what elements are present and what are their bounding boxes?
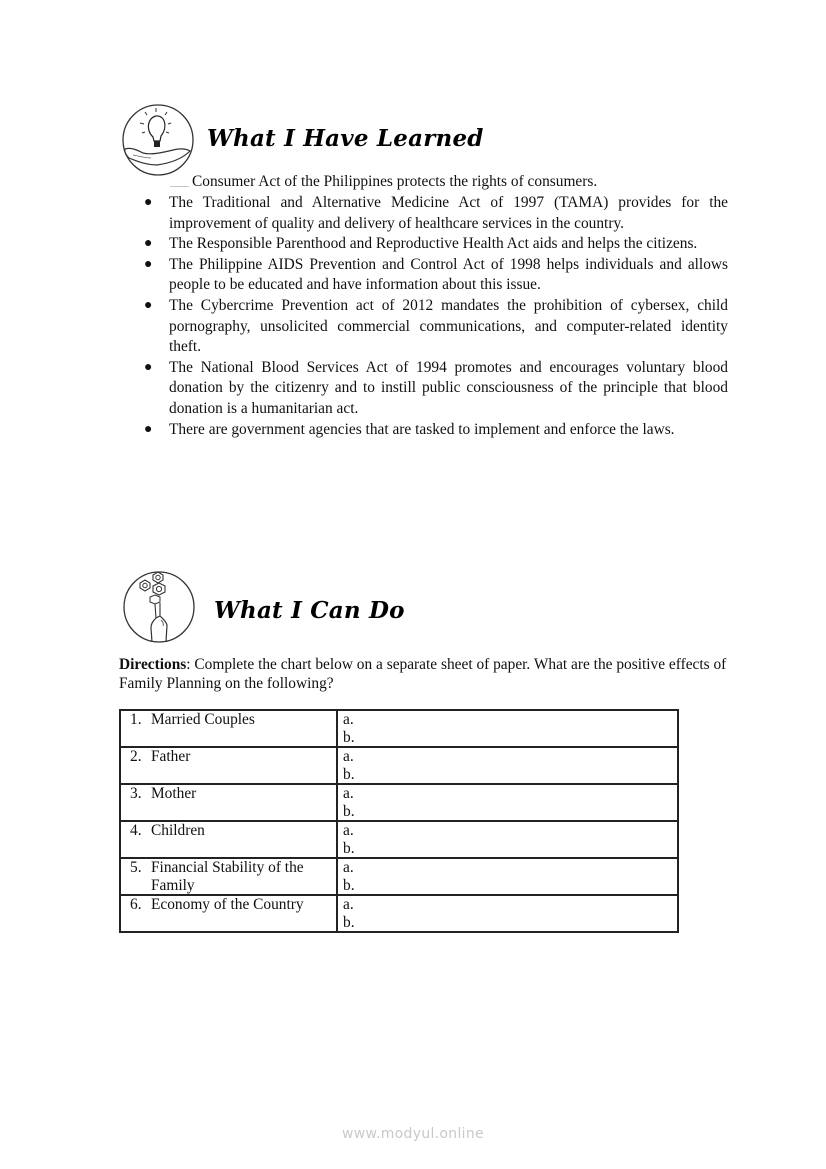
table-row xyxy=(120,895,678,932)
answer-a: a. xyxy=(343,896,354,913)
bullet-text: The Traditional and Alternative Medicine Act of 1997 (TAMA) provides for the improvement of quality and delivery of healthcare services in the country. xyxy=(169,194,728,232)
item-number: 6. xyxy=(130,896,142,913)
topic-cell xyxy=(120,710,337,747)
answer-b: b. xyxy=(343,728,355,746)
truncated-marker: ____ xyxy=(170,176,188,188)
answer-cell[interactable] xyxy=(337,784,678,821)
answer-cell[interactable] xyxy=(337,747,678,784)
answer-a: a. xyxy=(343,748,354,765)
bullet-icon: ● xyxy=(144,195,153,210)
list-item xyxy=(140,420,728,441)
topic-cell xyxy=(120,747,337,784)
topic-cell xyxy=(120,821,337,858)
answer-cell[interactable] xyxy=(337,858,678,895)
section-title-can-do: What I Can Do xyxy=(214,597,405,624)
watermark: www.modyul.online xyxy=(342,1126,484,1142)
answer-b: b. xyxy=(343,913,355,931)
topic-label: Father xyxy=(151,748,191,765)
hand-gears-icon xyxy=(122,570,196,644)
family-planning-chart xyxy=(119,709,679,933)
topic-label: Financial Stability of the Family xyxy=(151,859,304,894)
table-row xyxy=(120,747,678,784)
topic-label: Children xyxy=(151,822,205,839)
table-row xyxy=(120,821,678,858)
learned-bullet-list xyxy=(140,193,728,440)
lightbulb-hand-icon xyxy=(121,103,195,177)
answer-b: b. xyxy=(343,802,355,820)
answer-a: a. xyxy=(343,859,354,876)
bullet-text: The Responsible Parenthood and Reproductive Health Act aids and helps the citizens. xyxy=(169,235,698,253)
bullet-text: There are government agencies that are tasked to implement and enforce the laws. xyxy=(169,420,675,438)
bullet-text: Consumer Act of the Philippines protects the rights of consumers. xyxy=(192,173,598,190)
topic-label: Mother xyxy=(151,785,197,802)
directions-text: : Complete the chart below on a separate sheet of paper. What are the positive effects of Family Planning on the following? xyxy=(119,656,727,692)
topic-cell xyxy=(120,895,337,932)
bullet-text: The National Blood Services Act of 1994 promotes and encourages voluntary blood donation by the citizenry and to instill public consciousness of the principle that blood donation is a humanitarian act. xyxy=(169,358,728,417)
bullet-icon: ● xyxy=(144,297,153,313)
bullet-icon: ● xyxy=(144,421,153,437)
answer-a: a. xyxy=(343,822,354,839)
answer-b: b. xyxy=(343,876,355,894)
answer-cell[interactable] xyxy=(337,821,678,858)
bullet-text: The Cybercrime Prevention act of 2012 mandates the prohibition of cybersex, child pornography, unsolicited commercial communications, and computer-related identity theft. xyxy=(169,296,728,356)
answer-a: a. xyxy=(343,785,354,802)
topic-cell xyxy=(120,784,337,821)
topic-cell xyxy=(120,858,337,895)
list-item xyxy=(140,296,728,358)
item-number: 2. xyxy=(130,748,142,765)
list-item xyxy=(140,193,728,234)
bullet-text: The Philippine AIDS Prevention and Control Act of 1998 helps individuals and allows people to be educated and have information about this issue. xyxy=(169,255,728,294)
table-row xyxy=(120,858,678,895)
bullet-icon: ● xyxy=(144,359,153,375)
answer-b: b. xyxy=(343,765,355,783)
topic-label: Economy of the Country xyxy=(151,896,304,913)
directions-paragraph xyxy=(119,655,729,693)
item-number: 3. xyxy=(130,785,142,802)
section-title-learned: What I Have Learned xyxy=(207,125,484,152)
answer-b: b. xyxy=(343,839,355,857)
answer-a: a. xyxy=(343,711,354,728)
answer-cell[interactable] xyxy=(337,895,678,932)
item-number: 5. xyxy=(130,859,142,876)
bullet-continuation xyxy=(170,172,597,192)
table-row xyxy=(120,710,678,747)
topic-label: Married Couples xyxy=(151,711,255,728)
list-item xyxy=(140,255,728,296)
directions-label: Directions xyxy=(119,656,187,673)
list-item xyxy=(140,358,728,420)
answer-cell[interactable] xyxy=(337,710,678,747)
bullet-icon: ● xyxy=(144,256,153,272)
list-item xyxy=(140,234,728,255)
table-row xyxy=(120,784,678,821)
item-number: 1. xyxy=(130,711,142,728)
item-number: 4. xyxy=(130,822,142,839)
bullet-icon: ● xyxy=(144,236,153,252)
